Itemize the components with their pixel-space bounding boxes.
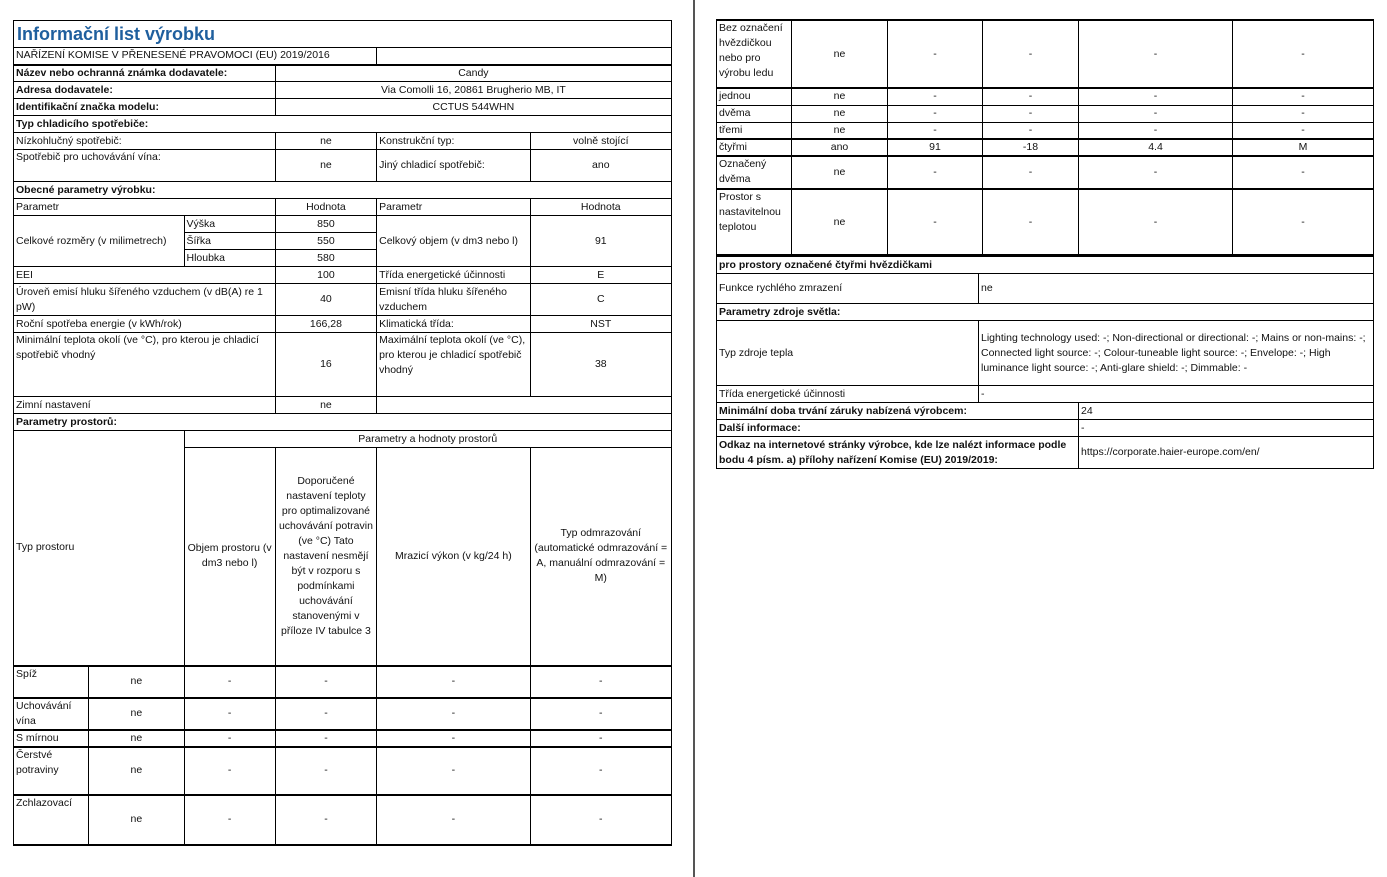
compartment-row-volume: - <box>888 122 983 139</box>
compartment-row-defrost: M <box>1233 139 1374 156</box>
compartment-row-freeze: - <box>1079 20 1233 88</box>
other-value: ano <box>530 150 671 182</box>
compartment-row-present: ne <box>792 122 888 139</box>
compartment-row-defrost: - <box>530 666 671 698</box>
regulation-label: NAŘÍZENÍ KOMISE V PŘENESENÉ PRAVOMOCI (EU) 2019/2016 <box>14 48 377 65</box>
compartment-row-temp: - <box>983 122 1079 139</box>
light-heading: Parametry zdroje světla: <box>717 304 1374 321</box>
light-class-label: Třída energetické účinnosti <box>717 386 979 403</box>
compartment-row-volume: - <box>888 20 983 88</box>
compartment-row-present: ne <box>89 698 184 730</box>
max-temp-value: 38 <box>530 333 671 397</box>
compartment-row-defrost: - <box>1233 88 1374 105</box>
compartment-row-name: Označený dvěma <box>717 156 792 189</box>
compartment-row-name: dvěma <box>717 105 792 122</box>
compartment-row-name: Prostor s nastavitelnou teplotou <box>717 189 792 255</box>
compartment-row-name: Uchovávání vína <box>14 698 89 730</box>
compartment-row-temp: - <box>983 88 1079 105</box>
compartment-row-present: ne <box>89 795 184 845</box>
compartment-row-temp: - <box>983 156 1079 189</box>
model-id: CCTUS 544WHN <box>275 99 671 116</box>
compartment-freeze-header: Mrazicí výkon (v kg/24 h) <box>377 448 530 666</box>
compartment-defrost-header: Typ odmrazování (automatické odmrazování = A, manuální odmrazování = M) <box>530 448 671 666</box>
compartment-row-name: Zchlazovací <box>14 795 89 845</box>
compartment-row-present: ano <box>792 139 888 156</box>
right-page <box>716 19 1373 469</box>
volume-label: Celkový objem (v dm3 nebo l) <box>377 216 530 267</box>
height-value: 850 <box>275 216 376 233</box>
compartment-row-volume: - <box>184 698 275 730</box>
winter-label: Zimní nastavení <box>14 397 276 414</box>
compartment-row-name: třemi <box>717 122 792 139</box>
warranty-label: Minimální doba trvání záruky nabízená výrobcem: <box>717 403 1079 420</box>
warranty-value: 24 <box>1079 403 1374 420</box>
noise-value: 40 <box>275 284 376 316</box>
compartment-row-defrost: - <box>530 698 671 730</box>
max-temp-label: Maximální teplota okolí (ve °C), pro kterou je chladicí spotřebič vhodný <box>377 333 530 397</box>
supplier-address: Via Comolli 16, 20861 Brugherio MB, IT <box>275 82 671 99</box>
compartment-row-freeze: - <box>377 795 530 845</box>
compartment-row-name: čtyřmi <box>717 139 792 156</box>
compartment-row-present: ne <box>89 666 184 698</box>
compartment-row-freeze: - <box>377 747 530 795</box>
general-heading: Obecné parametry výrobku: <box>14 182 672 199</box>
min-temp-label: Minimální teplota okolí (ve °C), pro kterou je chladicí spotřebič vhodný <box>14 333 276 397</box>
supplier-name: Candy <box>275 65 671 82</box>
wine-value: ne <box>275 150 376 182</box>
compartment-row-present: ne <box>792 189 888 255</box>
depth-value: 580 <box>275 250 376 267</box>
compartment-row-volume: - <box>888 88 983 105</box>
other-label: Jiný chladicí spotřebič: <box>377 150 530 182</box>
light-class-value: - <box>979 386 1374 403</box>
compartments-table-continued <box>716 19 1374 256</box>
compartment-row-volume: - <box>888 189 983 255</box>
compartment-row-defrost: - <box>530 795 671 845</box>
left-page <box>13 20 672 846</box>
compartment-row-name: Čerstvé potraviny <box>14 747 89 795</box>
fast-freeze-value: ne <box>979 274 1374 304</box>
compartment-type-header: Typ prostoru <box>14 431 185 666</box>
compartment-row-defrost: - <box>1233 105 1374 122</box>
construction-label: Konstrukční typ: <box>377 133 530 150</box>
compartment-row-temp: - <box>983 20 1079 88</box>
compartment-row-temp: - <box>275 698 376 730</box>
compartment-row-freeze: - <box>377 730 530 747</box>
compartment-group-header: Parametry a hodnoty prostorů <box>184 431 672 448</box>
compartment-row-volume: 91 <box>888 139 983 156</box>
depth-label: Hloubka <box>184 250 275 267</box>
compartment-row-volume: - <box>184 795 275 845</box>
compartment-row-freeze: - <box>1079 88 1233 105</box>
compartment-row-freeze: - <box>377 698 530 730</box>
width-value: 550 <box>275 233 376 250</box>
light-type-label: Typ zdroje tepla <box>717 321 979 386</box>
manufacturer-link[interactable]: https://corporate.haier-europe.com/en/ <box>1079 437 1374 469</box>
supplier-name-label: Název nebo ochranná známka dodavatele: <box>14 65 276 82</box>
compartment-row-defrost: - <box>1233 20 1374 88</box>
compartment-row-temp: - <box>275 730 376 747</box>
compartment-row-temp: - <box>983 189 1079 255</box>
compartment-row-freeze: - <box>1079 189 1233 255</box>
compartment-volume-header: Objem prostoru (v dm3 nebo l) <box>184 448 275 666</box>
compartment-row-defrost: - <box>1233 189 1374 255</box>
low-noise-value: ne <box>275 133 376 150</box>
width-label: Šířka <box>184 233 275 250</box>
additional-info-value: - <box>1079 420 1374 437</box>
wine-label: Spotřebič pro uchovávání vína: <box>14 150 276 182</box>
compartment-row-volume: - <box>184 747 275 795</box>
regulation-empty <box>377 48 672 65</box>
four-star-heading: pro prostory označené čtyřmi hvězdičkami <box>717 257 1374 274</box>
winter-empty <box>377 397 672 414</box>
annual-label: Roční spotřeba energie (v kWh/rok) <box>14 316 276 333</box>
compartment-row-volume: - <box>184 666 275 698</box>
compartment-row-name: Spíž <box>14 666 89 698</box>
compartment-row-present: ne <box>89 747 184 795</box>
compartment-row-present: ne <box>792 105 888 122</box>
dims-label: Celkové rozměry (v milimetrech) <box>14 216 185 267</box>
manufacturer-link-label: Odkaz na internetové stránky výrobce, kde lze nalézt informace podle bodu 4 písm. a) přílohy nařízení Komise (EU) 2019/2019: <box>717 437 1079 469</box>
compartment-row-name: Bez označení hvězdičkou nebo pro výrobu ledu <box>717 20 792 88</box>
energy-class-value: E <box>530 267 671 284</box>
construction-value: volně stojící <box>530 133 671 150</box>
page-divider <box>693 0 695 877</box>
height-label: Výška <box>184 216 275 233</box>
min-temp-value: 16 <box>275 333 376 397</box>
value-header-2: Hodnota <box>530 199 671 216</box>
compartment-row-volume: - <box>184 730 275 747</box>
compartment-row-temp: - <box>275 795 376 845</box>
winter-value: ne <box>275 397 376 414</box>
eei-label: EEI <box>14 267 276 284</box>
compartment-row-defrost: - <box>530 747 671 795</box>
noise-class-label: Emisní třída hluku šířeného vzduchem <box>377 284 530 316</box>
compartment-row-temp: - <box>275 747 376 795</box>
document-title: Informační list výrobku <box>13 20 672 47</box>
compartment-row-present: ne <box>792 88 888 105</box>
compartment-row-present: ne <box>792 156 888 189</box>
compartment-row-freeze: - <box>1079 122 1233 139</box>
compartment-row-freeze: - <box>1079 105 1233 122</box>
param-header-2: Parametr <box>377 199 530 216</box>
param-header: Parametr <box>14 199 276 216</box>
compartment-row-freeze: - <box>377 666 530 698</box>
eei-value: 100 <box>275 267 376 284</box>
light-type-value: Lighting technology used: -; Non-directional or directional: -; Mains or non-mains: -; Connected light source: -; Colour-tuneable light source: -; Envelope: -; High luminance light source: -; Anti-glare shield: -; Dimmable: - <box>979 321 1374 386</box>
energy-class-label: Třída energetické účinnosti <box>377 267 530 284</box>
compartment-row-defrost: - <box>530 730 671 747</box>
low-noise-label: Nízkohlučný spotřebič: <box>14 133 276 150</box>
model-label: Identifikační značka modelu: <box>14 99 276 116</box>
annual-value: 166,28 <box>275 316 376 333</box>
climate-label: Klimatická třída: <box>377 316 530 333</box>
compartment-row-present: ne <box>89 730 184 747</box>
main-table <box>13 47 672 846</box>
compartment-row-defrost: - <box>1233 156 1374 189</box>
compartment-row-name: S mírnou <box>14 730 89 747</box>
climate-value: NST <box>530 316 671 333</box>
value-header: Hodnota <box>275 199 376 216</box>
compartment-row-freeze: - <box>1079 156 1233 189</box>
supplier-address-label: Adresa dodavatele: <box>14 82 276 99</box>
volume-value: 91 <box>530 216 671 267</box>
compartment-row-temp: -18 <box>983 139 1079 156</box>
compartment-temp-header: Doporučené nastavení teploty pro optimalizované uchovávání potravin (ve °C) Tato nastavení nesmějí být v rozporu s podmínkami uchovávání stanovenými v příloze IV tabulce 3 <box>275 448 376 666</box>
type-heading: Typ chladicího spotřebiče: <box>14 116 672 133</box>
compartments-heading: Parametry prostorů: <box>14 414 672 431</box>
fast-freeze-label: Funkce rychlého zmrazení <box>717 274 979 304</box>
compartment-row-freeze: 4.4 <box>1079 139 1233 156</box>
compartment-row-temp: - <box>983 105 1079 122</box>
additional-info-label: Další informace: <box>717 420 1079 437</box>
compartment-row-temp: - <box>275 666 376 698</box>
noise-label: Úroveň emisí hluku šířeného vzduchem (v dB(A) re 1 pW) <box>14 284 276 316</box>
extra-info-table <box>716 256 1374 469</box>
compartment-row-volume: - <box>888 156 983 189</box>
compartment-row-present: ne <box>792 20 888 88</box>
compartment-row-defrost: - <box>1233 122 1374 139</box>
compartment-row-name: jednou <box>717 88 792 105</box>
compartment-row-volume: - <box>888 105 983 122</box>
noise-class-value: C <box>530 284 671 316</box>
